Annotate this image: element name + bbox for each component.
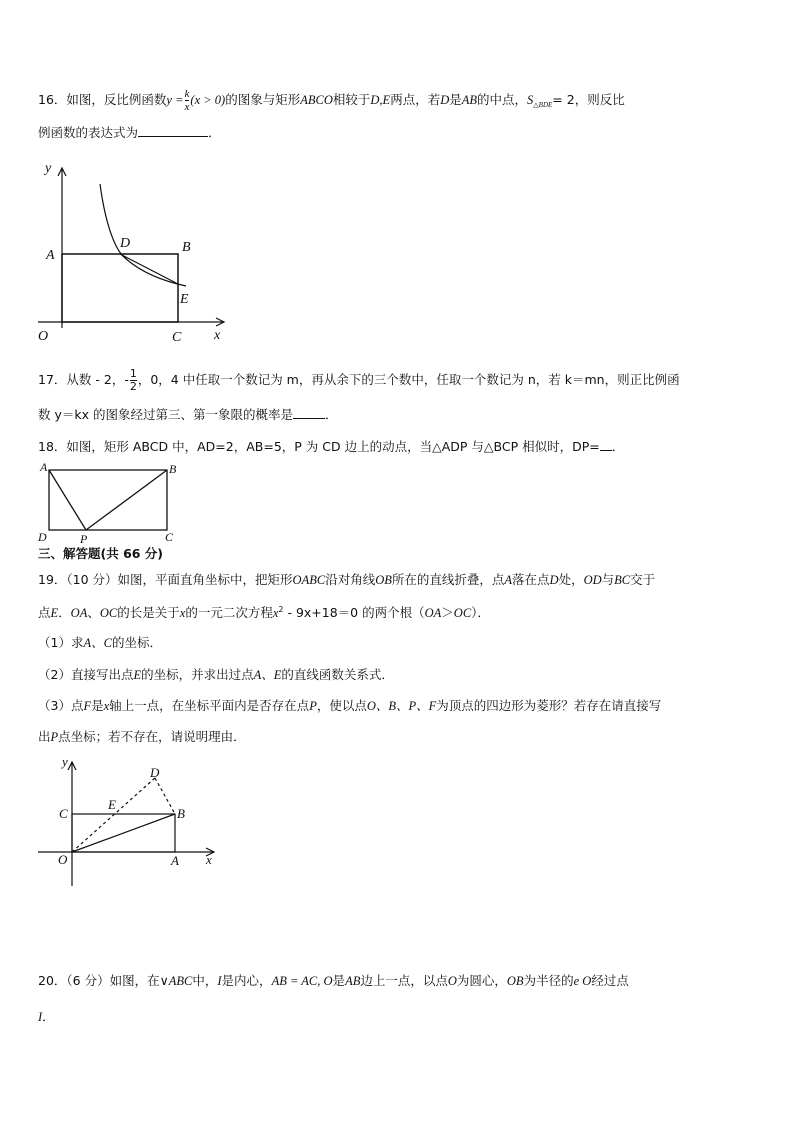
q19-label-y: y <box>62 754 68 769</box>
q19-figure <box>30 752 230 892</box>
q16-hyperbola <box>100 184 186 286</box>
q18-label-a: A <box>40 460 48 474</box>
q16-segment-de <box>120 254 178 284</box>
q19-line1: 19．（10 分）如图，平面直角坐标中，把矩形OABC沿对角线OB所在的直线折叠，点A落在点D处，OD与BC交于 <box>38 572 656 587</box>
q19-label-d: D <box>150 765 160 780</box>
q17-line2: 数 y＝kx 的图象经过第三、第一象限的概率是 ． <box>38 407 338 422</box>
q18-segment-bp <box>86 470 167 530</box>
q17-line1: 17．从数 - 2，- $\frac{1}{2}$ ，0，4 中任取一个数记为 m，再从余下的三个数中，任取一个数记为 n，若 k＝mn，则正比例函 <box>38 367 680 393</box>
q20-line2: I． <box>38 1009 55 1024</box>
q16-label-a: A <box>46 248 55 263</box>
q18-answer-blank[interactable] <box>600 438 612 451</box>
q18-label-c: C <box>165 530 174 544</box>
q19-line2: 点E．OA、OC的长是关于x的一元二次方程$x^2 - 9x+18=0$ 的两个根（OA＞OC）． <box>38 605 490 621</box>
q16-formula-fraction: $\frac{k}{x}$ <box>184 88 190 113</box>
q16-area-symbol: S <box>527 93 534 107</box>
section3-heading: 三、解答题(共 66 分) <box>38 546 164 561</box>
q19-part3-line1: （3）点F是x轴上一点，在坐标平面内是否存在点P，使以点O、B、P、F为顶点的四边形为菱形？若存在请直接写 <box>38 698 662 713</box>
q19-fold-db <box>155 778 175 814</box>
q19-diagonal-ob <box>72 814 175 852</box>
q19-label-a: A <box>171 853 179 868</box>
q19-label-o: O <box>58 852 68 867</box>
q16-formula-y: y = <box>166 93 184 107</box>
q18-rectangle <box>49 470 167 530</box>
q16-figure <box>28 158 238 358</box>
q19-part1: （1）求A、C的坐标． <box>38 635 162 650</box>
q16-line1: 16．如图，反比例函数y = $\frac{k}{x}$ (x > 0)的图象与矩形ABCO相较于D,E两点，若D是AB的中点，$S_{\triangle BDE}= 2$，则反比 <box>38 88 625 113</box>
q19-fold-od <box>72 778 155 852</box>
q16-answer-blank[interactable] <box>138 124 208 137</box>
q19-label-c: C <box>59 806 68 821</box>
q16-label-o: O <box>38 329 49 344</box>
q17-answer-blank[interactable] <box>293 406 325 419</box>
q16-label-y: y <box>45 161 52 176</box>
q18-figure <box>34 460 184 546</box>
q18-label-b: B <box>169 462 177 476</box>
q18-segment-ap <box>49 470 86 530</box>
q19-label-x: x <box>206 852 212 867</box>
q16-label-c: C <box>172 330 182 345</box>
q17-fraction: $\frac{1}{2}$ <box>129 367 137 393</box>
q18-label-d: D <box>38 530 47 544</box>
q19-label-b: B <box>177 806 185 821</box>
q19-label-e: E <box>108 797 116 812</box>
q18-line: 18．如图，矩形 ABCD 中，AD=2，AB=5，P 为 CD 边上的动点，当△ADP 与△BCP 相似时，DP= ． <box>38 439 625 454</box>
q16-line2: 例函数的表达式为 ． <box>38 125 221 140</box>
q16-label-d: D <box>120 236 131 251</box>
q16-label-x: x <box>214 328 221 343</box>
q19-part3-line2: 出P点坐标；若不存在，请说明理由． <box>38 729 246 744</box>
q20-line1: 20．（6 分）如图，在∨ABC中，I是内心，AB = AC, O是AB边上一点，以点O为圆心，OB为半径的e O经过点 <box>38 973 629 988</box>
q19-part2: （2）直接写出点E的坐标，并求出过点A、E的直线函数关系式． <box>38 667 394 682</box>
q16-label-b: B <box>182 240 191 255</box>
q18-label-p: P <box>80 532 88 546</box>
q16-label-e: E <box>180 292 189 307</box>
q16-rectangle <box>62 254 178 322</box>
